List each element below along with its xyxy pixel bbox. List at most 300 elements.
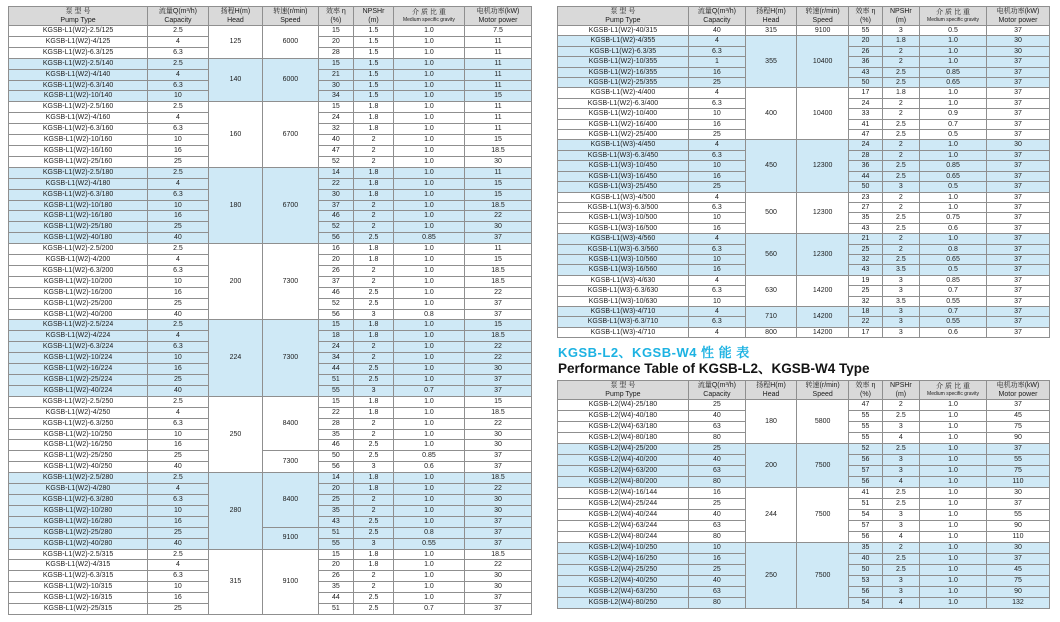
value-cell: 0.7	[393, 385, 464, 396]
value-cell: 3.5	[882, 265, 919, 275]
value-cell: 6.3	[148, 80, 209, 91]
col-npshr-label-en: (m)	[895, 17, 907, 24]
value-cell: 0.9	[920, 109, 987, 119]
pump-type-cell: KGSB-L2(W4)-10/250	[558, 543, 689, 554]
value-cell: 1.8	[354, 113, 394, 124]
value-cell: 37	[318, 276, 354, 287]
col-efficiency-label-en: (%)	[330, 17, 342, 24]
value-cell: 44	[318, 364, 354, 375]
head-cell: 244	[745, 488, 796, 543]
value-cell: 4	[688, 234, 745, 244]
col-speed-label-zh: 转速(r/min)	[805, 8, 840, 15]
value-cell: 11	[465, 69, 532, 80]
value-cell: 4	[148, 484, 209, 495]
pump-type-cell: KGSB-L1(W2)-16/280	[9, 516, 148, 527]
value-cell: 16	[148, 287, 209, 298]
value-cell: 2	[354, 429, 394, 440]
value-cell: 18.5	[465, 276, 532, 287]
col-speed	[263, 7, 318, 26]
value-cell: 10	[688, 296, 745, 306]
header-row	[9, 7, 532, 26]
col-medium-specific-gravity-label-en: Medium specific gravity	[402, 17, 455, 23]
value-cell: 37	[986, 78, 1049, 88]
pump-type-cell: KGSB-L1(W3)-6.3/560	[558, 244, 689, 254]
value-cell: 1.0	[920, 57, 987, 67]
value-cell: 2.5	[148, 320, 209, 331]
value-cell: 24	[318, 113, 354, 124]
value-cell: 80	[688, 532, 745, 543]
head-cell: 200	[208, 244, 262, 320]
col-pump-type-label-en: Pump Type	[605, 391, 641, 399]
value-cell: 37	[465, 233, 532, 244]
value-cell: 56	[849, 455, 882, 466]
col-npshr	[882, 7, 919, 26]
value-cell: 1.8	[882, 36, 919, 46]
col-medium-specific-gravity-label-zh: 介 质 比 重	[936, 383, 970, 391]
value-cell: 28	[318, 47, 354, 58]
value-cell: 55	[849, 422, 882, 433]
pump-type-cell: KGSB-L1(W2)-6.3/35	[558, 46, 689, 56]
value-cell: 40	[688, 455, 745, 466]
value-cell: 25	[849, 244, 882, 254]
pump-type-cell: KGSB-L1(W2)-16/224	[9, 364, 148, 375]
value-cell: 3	[354, 385, 394, 396]
value-cell: 1.0	[920, 554, 987, 565]
value-cell: 18.5	[465, 145, 532, 156]
value-cell: 4	[148, 178, 209, 189]
head-cell: 630	[745, 275, 796, 306]
value-cell: 1.0	[920, 532, 987, 543]
value-cell: 3	[882, 275, 919, 285]
pump-type-cell: KGSB-L2(W4)-80/180	[558, 433, 689, 444]
value-cell: 1.0	[920, 587, 987, 598]
value-cell: 0.85	[920, 275, 987, 285]
value-cell: 30	[465, 571, 532, 582]
pump-type-cell: KGSB-L2(W4)-16/250	[558, 554, 689, 565]
kgsb-l2-w4-performance-table	[557, 380, 1050, 609]
col-efficiency-label-zh: 效率 η	[855, 8, 876, 15]
value-cell: 18.5	[465, 407, 532, 418]
col-pump-type	[558, 7, 689, 26]
value-cell: 18	[849, 306, 882, 316]
table-row	[558, 36, 1050, 46]
value-cell: 1.0	[920, 192, 987, 202]
value-cell: 43	[318, 516, 354, 527]
value-cell: 4	[148, 331, 209, 342]
value-cell: 25	[688, 78, 745, 88]
value-cell: 26	[318, 571, 354, 582]
value-cell: 1.0	[393, 396, 464, 407]
pump-type-cell: KGSB-L1(W2)-6.3/315	[9, 571, 148, 582]
value-cell: 37	[986, 192, 1049, 202]
pump-type-cell: KGSB-L1(W2)-40/315	[558, 26, 689, 36]
col-head	[745, 381, 796, 400]
col-speed-label-en: Speed	[280, 17, 301, 24]
value-cell: 44	[849, 171, 882, 181]
value-cell: 16	[688, 488, 745, 499]
pump-type-cell: KGSB-L2(W4)-40/250	[558, 576, 689, 587]
value-cell: 2	[354, 200, 394, 211]
col-capacity	[688, 7, 745, 26]
value-cell: 11	[465, 167, 532, 178]
col-medium-specific-gravity	[920, 7, 987, 26]
value-cell: 37	[465, 375, 532, 386]
value-cell: 1.0	[393, 440, 464, 451]
value-cell: 2.5	[148, 396, 209, 407]
pump-type-cell: KGSB-L1(W2)-6.3/140	[9, 80, 148, 91]
value-cell: 20	[318, 36, 354, 47]
value-cell: 15	[465, 396, 532, 407]
value-cell: 3	[882, 26, 919, 36]
value-cell: 24	[849, 140, 882, 150]
value-cell: 0.55	[920, 317, 987, 327]
value-cell: 0.65	[920, 171, 987, 181]
table-row	[558, 444, 1050, 455]
value-cell: 75	[986, 422, 1049, 433]
value-cell: 2.5	[882, 565, 919, 576]
value-cell: 37	[465, 516, 532, 527]
value-cell: 25	[148, 222, 209, 233]
col-npshr-label-zh: NPSHr	[889, 382, 912, 390]
value-cell: 2	[882, 57, 919, 67]
value-cell: 27	[849, 202, 882, 212]
col-medium-specific-gravity-label-en: Medium specific gravity	[927, 391, 980, 398]
value-cell: 30	[986, 543, 1049, 554]
value-cell: 44	[318, 593, 354, 604]
value-cell: 1.0	[393, 549, 464, 560]
pump-type-cell: KGSB-L1(W2)-16/400	[558, 119, 689, 129]
pump-type-cell: KGSB-L1(W2)-16/160	[9, 145, 148, 156]
value-cell: 18.5	[465, 549, 532, 560]
value-cell: 16	[148, 516, 209, 527]
pump-type-cell: KGSB-L1(W2)-2.5/224	[9, 320, 148, 331]
table-row	[9, 244, 532, 255]
value-cell: 0.7	[393, 604, 464, 615]
value-cell: 2	[354, 211, 394, 222]
head-cell: 250	[208, 396, 262, 472]
col-npshr-label-zh: NPSHr	[362, 8, 385, 15]
value-cell: 10	[688, 161, 745, 171]
value-cell: 1.8	[354, 255, 394, 266]
head-cell: 224	[208, 320, 262, 396]
pump-type-cell: KGSB-L1(W2)-10/180	[9, 200, 148, 211]
value-cell: 0.6	[920, 327, 987, 337]
value-cell: 54	[849, 510, 882, 521]
value-cell: 2.5	[882, 67, 919, 77]
value-cell: 50	[849, 78, 882, 88]
value-cell: 4	[148, 560, 209, 571]
pump-type-cell: KGSB-L2(W4)-25/250	[558, 565, 689, 576]
value-cell: 1.0	[920, 477, 987, 488]
value-cell: 3	[354, 462, 394, 473]
speed-cell: 9100	[263, 527, 318, 549]
pump-type-cell: KGSB-L1(W2)-4/280	[9, 484, 148, 495]
value-cell: 4	[882, 477, 919, 488]
value-cell: 3	[882, 182, 919, 192]
value-cell: 2.5	[354, 233, 394, 244]
value-cell: 35	[849, 543, 882, 554]
head-cell: 560	[745, 234, 796, 276]
value-cell: 4	[688, 88, 745, 98]
col-pump-type-label-en: Pump Type	[605, 17, 641, 24]
value-cell: 37	[986, 67, 1049, 77]
value-cell: 10	[688, 213, 745, 223]
value-cell: 25	[148, 375, 209, 386]
table-row	[9, 451, 532, 462]
value-cell: 2	[882, 400, 919, 411]
value-cell: 10	[148, 91, 209, 102]
col-motor-power-label-en: Motor power	[998, 391, 1038, 399]
col-pump-type-label-zh: 泵 型 号	[610, 382, 636, 390]
value-cell: 34	[318, 353, 354, 364]
col-head	[208, 7, 262, 26]
value-cell: 30	[465, 494, 532, 505]
value-cell: 2.5	[148, 549, 209, 560]
head-cell: 280	[208, 473, 262, 549]
value-cell: 37	[986, 109, 1049, 119]
value-cell: 1.0	[920, 576, 987, 587]
value-cell: 3	[882, 422, 919, 433]
value-cell: 3	[882, 521, 919, 532]
value-cell: 2.5	[148, 473, 209, 484]
speed-cell: 14200	[797, 327, 849, 337]
pump-type-cell: KGSB-L1(W3)-4/500	[558, 192, 689, 202]
value-cell: 11	[465, 124, 532, 135]
value-cell: 20	[318, 484, 354, 495]
value-cell: 40	[148, 385, 209, 396]
value-cell: 1.0	[393, 113, 464, 124]
value-cell: 1.0	[393, 582, 464, 593]
value-cell: 1.8	[354, 189, 394, 200]
value-cell: 1.0	[920, 150, 987, 160]
value-cell: 2.5	[882, 254, 919, 264]
value-cell: 1.0	[393, 36, 464, 47]
value-cell: 40	[688, 576, 745, 587]
value-cell: 6.3	[688, 286, 745, 296]
value-cell: 1.5	[354, 47, 394, 58]
pump-type-cell: KGSB-L1(W2)-40/280	[9, 538, 148, 549]
value-cell: 11	[465, 58, 532, 69]
pump-type-cell: KGSB-L1(W3)-16/560	[558, 265, 689, 275]
pump-type-cell: KGSB-L1(W2)-4/315	[9, 560, 148, 571]
value-cell: 11	[465, 102, 532, 113]
value-cell: 1.5	[354, 91, 394, 102]
pump-type-cell: KGSB-L1(W2)-10/315	[9, 582, 148, 593]
pump-type-cell: KGSB-L1(W2)-4/180	[9, 178, 148, 189]
value-cell: 30	[465, 222, 532, 233]
head-cell: 200	[745, 444, 796, 488]
value-cell: 0.85	[393, 451, 464, 462]
pump-type-cell: KGSB-L1(W2)-2.5/315	[9, 549, 148, 560]
value-cell: 2.5	[354, 593, 394, 604]
col-motor-power-label-en: Motor power	[478, 17, 518, 24]
head-cell: 500	[745, 192, 796, 234]
value-cell: 10	[688, 254, 745, 264]
value-cell: 2	[354, 505, 394, 516]
value-cell: 2	[882, 150, 919, 160]
value-cell: 4	[882, 598, 919, 609]
value-cell: 25	[688, 400, 745, 411]
col-efficiency	[318, 7, 354, 26]
value-cell: 1.0	[393, 571, 464, 582]
value-cell: 3	[354, 538, 394, 549]
value-cell: 1.0	[393, 320, 464, 331]
value-cell: 37	[986, 202, 1049, 212]
value-cell: 33	[849, 109, 882, 119]
value-cell: 15	[318, 58, 354, 69]
value-cell: 56	[849, 532, 882, 543]
section-heading	[558, 345, 1050, 377]
value-cell: 2	[354, 571, 394, 582]
value-cell: 25	[688, 444, 745, 455]
value-cell: 37	[465, 538, 532, 549]
value-cell: 22	[465, 287, 532, 298]
value-cell: 1.0	[393, 200, 464, 211]
value-cell: 37	[986, 98, 1049, 108]
value-cell: 37	[986, 327, 1049, 337]
value-cell: 1.8	[354, 167, 394, 178]
value-cell: 1.0	[920, 444, 987, 455]
speed-cell: 12300	[797, 192, 849, 234]
value-cell: 22	[465, 353, 532, 364]
pump-type-cell: KGSB-L2(W4)-25/200	[558, 444, 689, 455]
value-cell: 1.0	[920, 140, 987, 150]
pump-type-cell: KGSB-L2(W4)-25/180	[558, 400, 689, 411]
value-cell: 1.8	[354, 244, 394, 255]
value-cell: 56	[849, 477, 882, 488]
col-speed-label-zh: 转速(r/min)	[273, 8, 308, 15]
head-cell: 355	[745, 36, 796, 88]
value-cell: 1.0	[393, 244, 464, 255]
value-cell: 22	[465, 484, 532, 495]
value-cell: 34	[318, 91, 354, 102]
col-pump-type	[558, 381, 689, 400]
value-cell: 0.8	[393, 527, 464, 538]
value-cell: 2.5	[354, 604, 394, 615]
value-cell: 11	[465, 36, 532, 47]
pump-type-cell: KGSB-L1(W3)-16/450	[558, 171, 689, 181]
value-cell: 1.0	[920, 521, 987, 532]
speed-cell: 6000	[263, 26, 318, 59]
col-motor-power-label-zh: 电机功率(kW)	[476, 8, 520, 15]
value-cell: 37	[986, 234, 1049, 244]
col-medium-specific-gravity-label-zh: 介 质 比 重	[936, 9, 970, 16]
table-row	[558, 140, 1050, 150]
value-cell: 56	[318, 233, 354, 244]
value-cell: 75	[986, 576, 1049, 587]
value-cell: 16	[688, 223, 745, 233]
pump-type-cell: KGSB-L1(W2)-25/355	[558, 78, 689, 88]
value-cell: 1.8	[354, 102, 394, 113]
value-cell: 37	[986, 119, 1049, 129]
value-cell: 2	[354, 276, 394, 287]
value-cell: 1.8	[354, 549, 394, 560]
value-cell: 1.0	[920, 98, 987, 108]
value-cell: 16	[318, 244, 354, 255]
value-cell: 1.0	[393, 80, 464, 91]
value-cell: 2.5	[354, 298, 394, 309]
col-head-label-zh: 扬程H(m)	[220, 8, 251, 15]
value-cell: 1.8	[354, 178, 394, 189]
value-cell: 1.0	[920, 422, 987, 433]
col-capacity-label-zh: 流量Q(m³/h)	[697, 382, 736, 390]
col-pump-type-label-zh: 泵 型 号	[610, 8, 636, 15]
value-cell: 52	[318, 156, 354, 167]
col-speed	[797, 7, 849, 26]
col-medium-specific-gravity-label-zh: 介 质 比 重	[412, 9, 446, 16]
pump-type-cell: KGSB-L1(W2)-16/200	[9, 287, 148, 298]
value-cell: 25	[688, 499, 745, 510]
value-cell: 16	[148, 145, 209, 156]
speed-cell: 8400	[263, 473, 318, 528]
value-cell: 3	[882, 587, 919, 598]
pump-type-cell: KGSB-L1(W2)-16/355	[558, 67, 689, 77]
value-cell: 6.3	[148, 342, 209, 353]
value-cell: 11	[465, 244, 532, 255]
value-cell: 6.3	[148, 265, 209, 276]
col-medium-specific-gravity-label-en: Medium specific gravity	[927, 17, 980, 23]
section-title-en: Performance Table of KGSB-L2、KGSB-W4 Type	[558, 361, 870, 377]
value-cell: 4	[148, 407, 209, 418]
value-cell: 0.5	[920, 26, 987, 36]
head-cell: 160	[208, 102, 262, 167]
value-cell: 46	[318, 211, 354, 222]
value-cell: 36	[849, 57, 882, 67]
pump-type-cell: KGSB-L1(W2)-4/160	[9, 113, 148, 124]
value-cell: 36	[849, 161, 882, 171]
value-cell: 1.0	[393, 276, 464, 287]
value-cell: 3	[882, 455, 919, 466]
pump-type-cell: KGSB-L1(W2)-2.5/250	[9, 396, 148, 407]
value-cell: 35	[849, 213, 882, 223]
col-head-label-en: Head	[762, 17, 780, 24]
value-cell: 2	[354, 135, 394, 146]
value-cell: 1.0	[393, 167, 464, 178]
value-cell: 2.5	[354, 375, 394, 386]
value-cell: 46	[318, 440, 354, 451]
value-cell: 1.0	[393, 484, 464, 495]
table-row	[9, 473, 532, 484]
value-cell: 6.3	[688, 202, 745, 212]
value-cell: 2	[882, 244, 919, 254]
value-cell: 37	[986, 444, 1049, 455]
value-cell: 37	[986, 57, 1049, 67]
pump-type-cell: KGSB-L1(W2)-10/250	[9, 429, 148, 440]
value-cell: 55	[318, 538, 354, 549]
value-cell: 15	[465, 320, 532, 331]
value-cell: 1.0	[393, 407, 464, 418]
value-cell: 1.0	[393, 494, 464, 505]
value-cell: 25	[318, 494, 354, 505]
speed-cell: 7300	[263, 451, 318, 473]
table-row	[558, 327, 1050, 337]
value-cell: 37	[986, 400, 1049, 411]
value-cell: 0.85	[920, 67, 987, 77]
pump-type-cell: KGSB-L1(W2)-10/140	[9, 91, 148, 102]
value-cell: 1.0	[920, 543, 987, 554]
value-cell: 25	[148, 298, 209, 309]
value-cell: 10	[148, 135, 209, 146]
pump-type-cell: KGSB-L1(W3)-4/710	[558, 306, 689, 316]
pump-type-cell: KGSB-L1(W2)-10/400	[558, 109, 689, 119]
value-cell: 2	[354, 353, 394, 364]
value-cell: 75	[986, 466, 1049, 477]
pump-type-cell: KGSB-L1(W2)-2.5/125	[9, 26, 148, 37]
value-cell: 55	[986, 455, 1049, 466]
value-cell: 0.8	[920, 244, 987, 254]
value-cell: 0.5	[920, 265, 987, 275]
pump-type-cell: KGSB-L1(W2)-10/280	[9, 505, 148, 516]
